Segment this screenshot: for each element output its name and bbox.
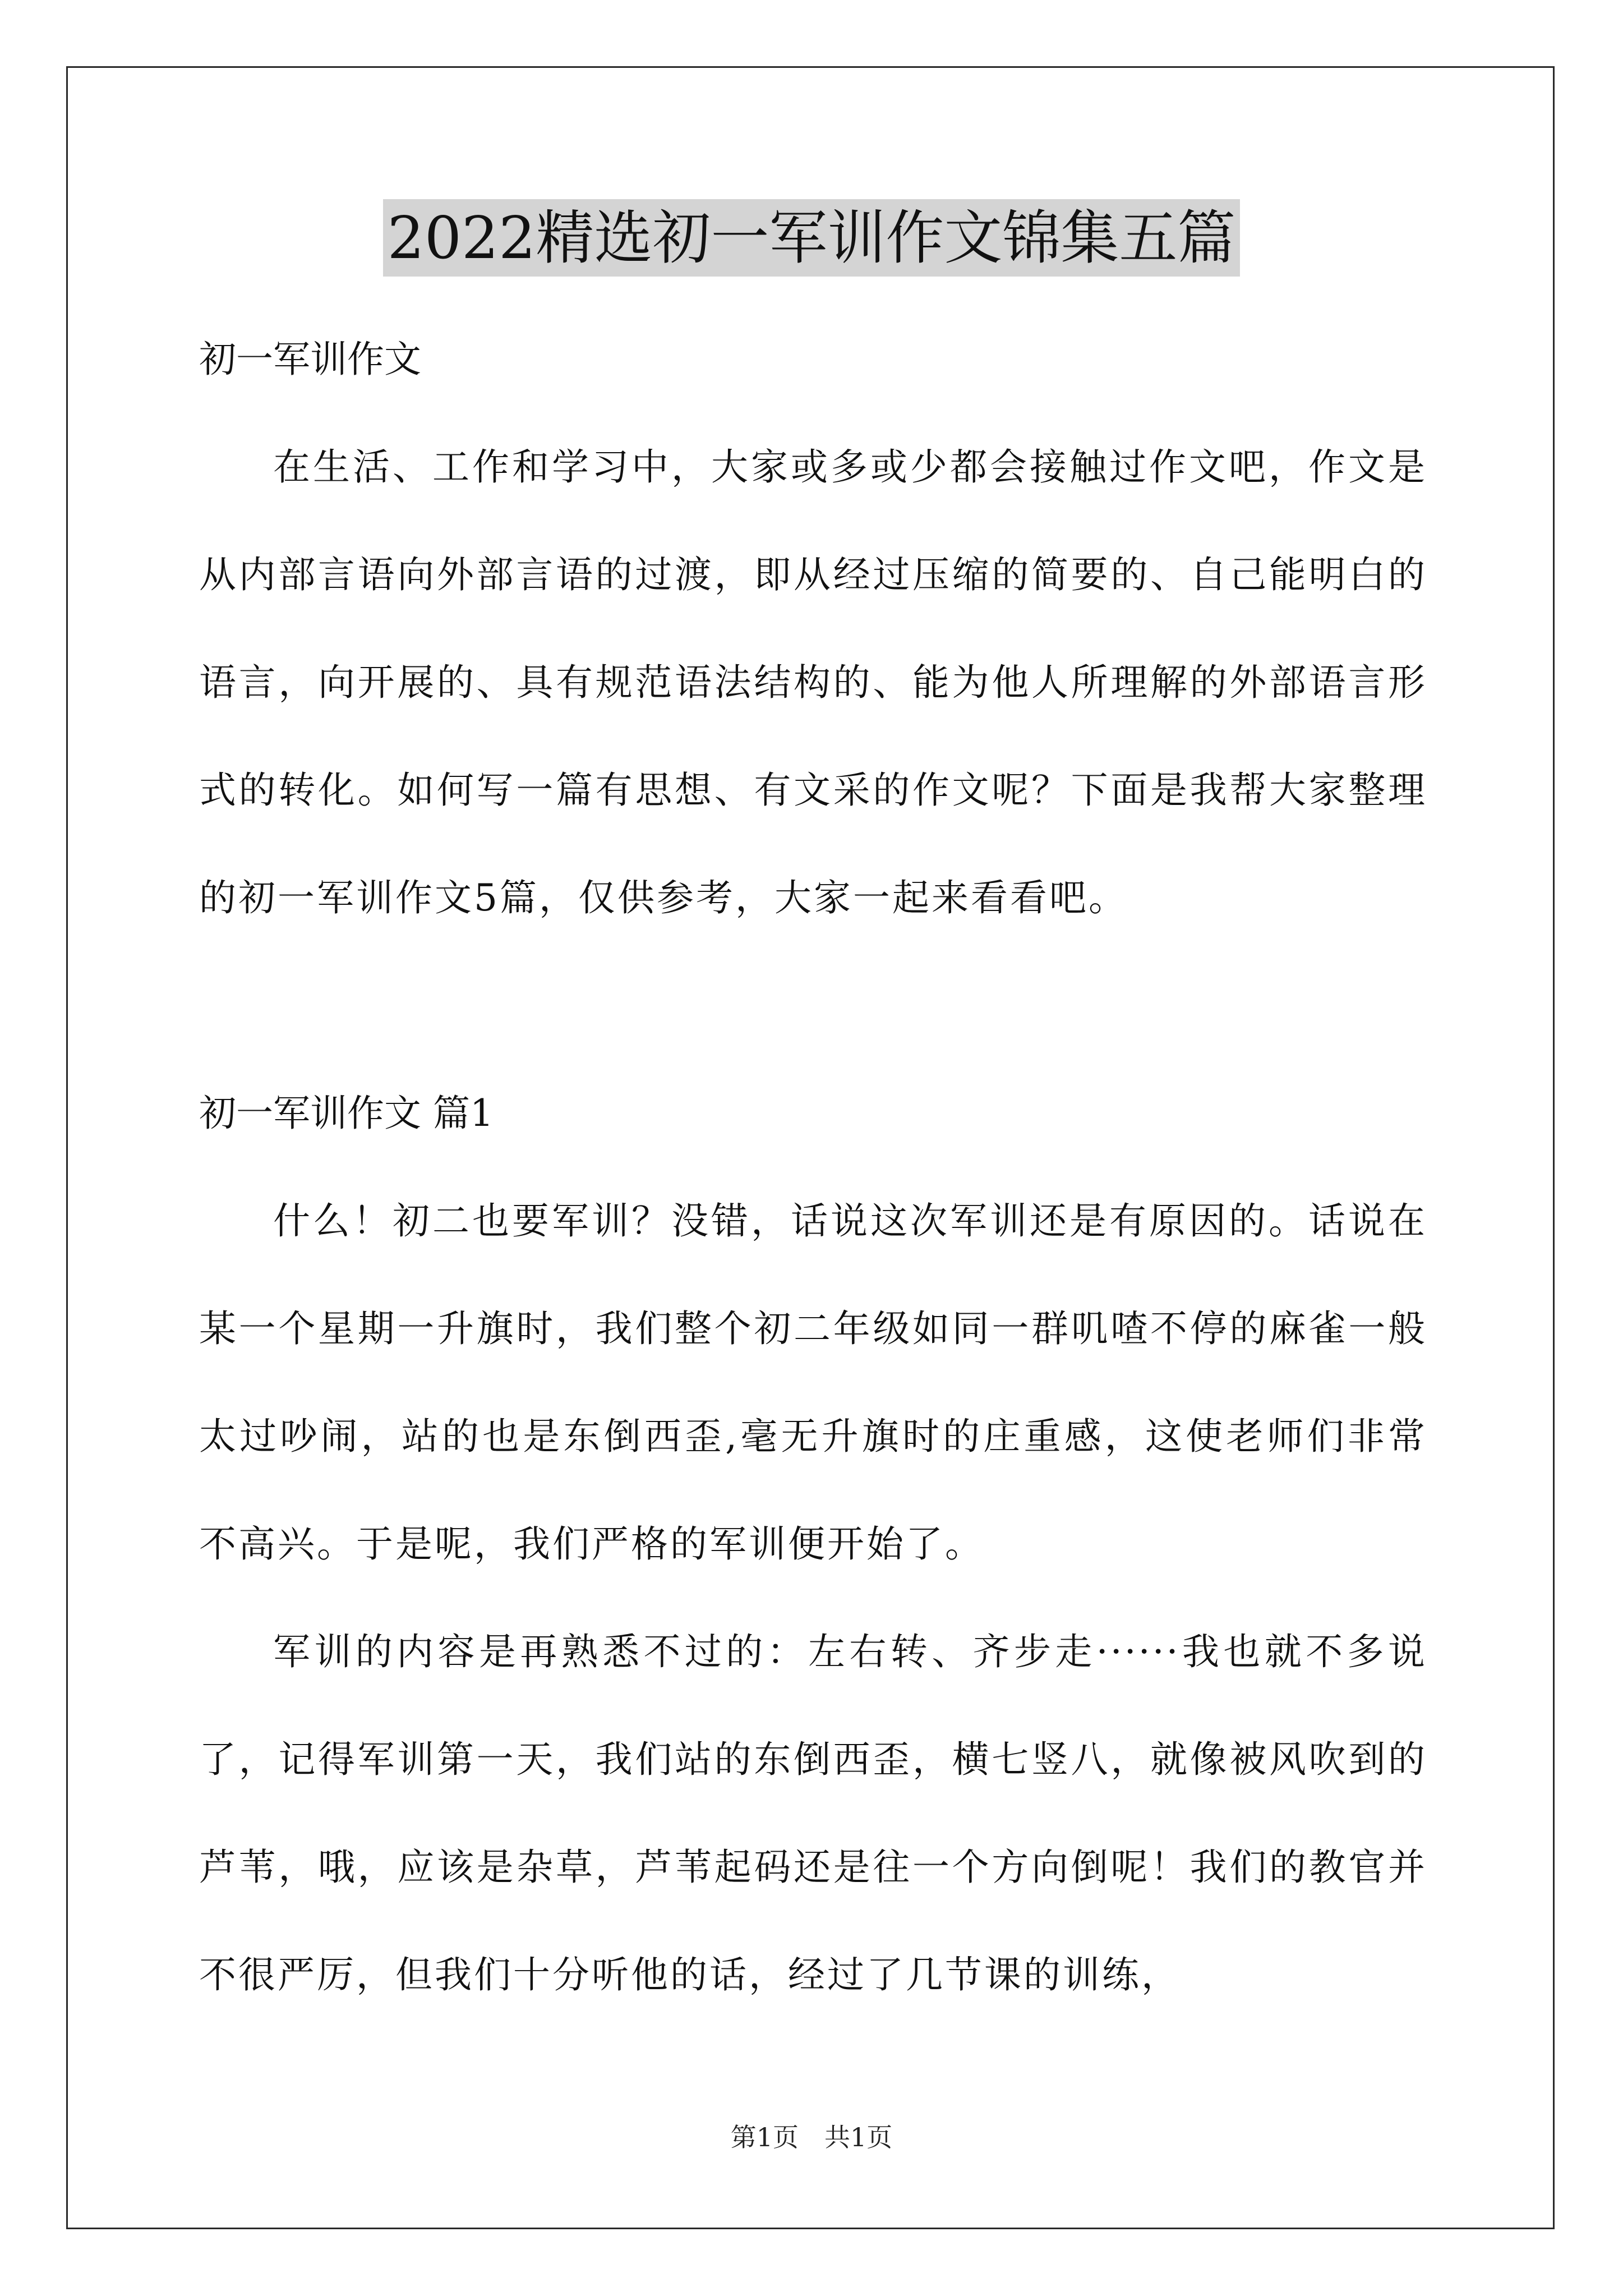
document-body — [199, 306, 1427, 2029]
section-paragraph-2: 军训的内容是再熟悉不过的：左右转、齐步走······我也就不多说了，记得军训第一天，我们站的东倒西歪，横七竖八，就像被风吹到的芦苇，哦，应该是杂草，芦苇起码还是往一个方向倒呢！我们的教官并不很严厉，但我们十分听他的话，经过了几节课的训练， — [199, 1630, 1427, 1996]
section-paragraph-1: 什么！初二也要军训？没错，话说这次军训还是有原因的。话说在某一个星期一升旗时，我们整个初二年级如同一群叽喳不停的麻雀一般太过吵闹，站的也是东倒西歪,毫无升旗时的庄重感，这使老师们非常不高兴。于是呢，我们严格的军训便开始了。 — [199, 1199, 1427, 1566]
section-heading: 初一军训作文 篇1 — [199, 1092, 494, 1135]
intro-heading: 初一军训作文 — [199, 338, 421, 381]
page-footer: 第1页 共1页 — [730, 2122, 893, 2152]
title-container — [0, 199, 1623, 277]
document-title: 2022精选初一军训作文锦集五篇 — [383, 199, 1241, 277]
intro-paragraph: 在生活、工作和学习中，大家或多或少都会接触过作文吧，作文是从内部言语向外部言语的过渡，即从经过压缩的简要的、自己能明白的语言，向开展的、具有规范语法结构的、能为他人所理解的外部语言形式的转化。如何写一篇有思想、有文采的作文呢？下面是我帮大家整理的初一军训作文5篇，仅供参考，大家一起来看看吧。 — [199, 445, 1427, 919]
section-spacer — [199, 952, 1427, 1060]
